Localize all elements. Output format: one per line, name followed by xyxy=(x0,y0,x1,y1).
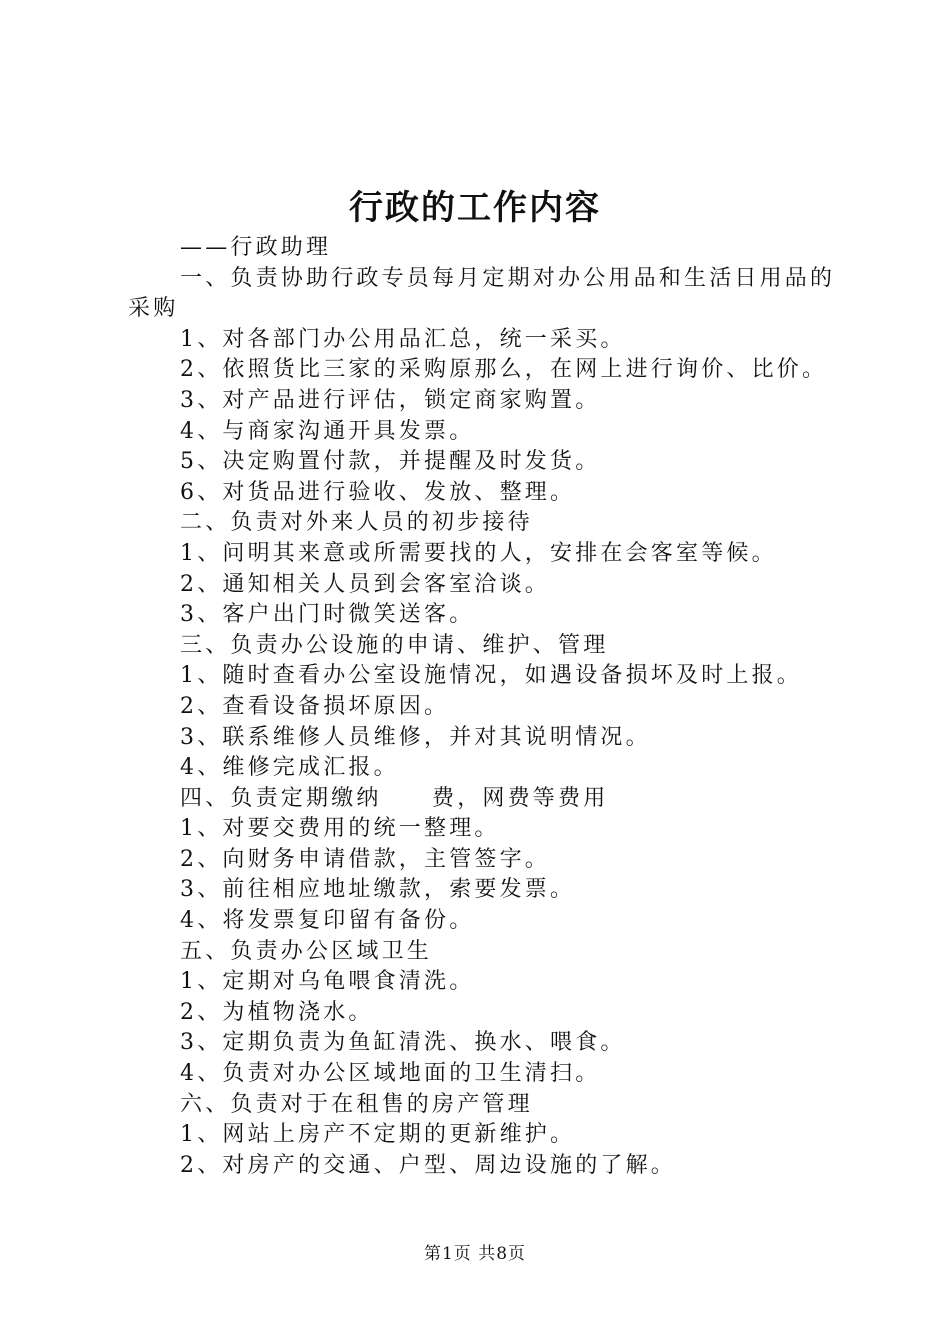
list-item: 1、对各部门办公用品汇总，统一采买。 xyxy=(180,326,626,352)
section-heading-1: 一、负责协助行政专员每月定期对办公用品和生活日用品的采购 xyxy=(128,265,836,322)
list-item: 1、对要交费用的统一整理。 xyxy=(180,816,500,842)
list-item: 4、维修完成汇报。 xyxy=(180,755,399,781)
list-item: 2、查看设备损坏原因。 xyxy=(180,693,450,719)
subtitle-line: ——行政助理 xyxy=(180,235,332,260)
list-item: 3、定期负责为鱼缸清洗、换水、喂食。 xyxy=(180,1030,626,1056)
list-item: 4、负责对办公区域地面的卫生清扫。 xyxy=(180,1061,601,1087)
list-item: 3、客户出门时微笑送客。 xyxy=(180,602,475,628)
list-item: 5、决定购置付款，并提醒及时发货。 xyxy=(180,449,601,475)
list-item: 3、联系维修人员维修，并对其说明情况。 xyxy=(180,724,651,750)
list-item: 6、对货品进行验收、发放、整理。 xyxy=(180,479,576,505)
document-body xyxy=(128,233,848,1181)
list-item: 2、依照货比三家的采购原那么，在网上进行询价、比价。 xyxy=(180,357,828,383)
list-item: 2、通知相关人员到会客室洽谈。 xyxy=(180,571,550,597)
list-item: 4、将发票复印留有备份。 xyxy=(180,908,475,934)
section-heading-5: 五、负责办公区域卫生 xyxy=(180,938,433,964)
list-item: 1、网站上房产不定期的更新维护。 xyxy=(180,1122,576,1148)
list-item: 1、随时查看办公室设施情况，如遇设备损坏及时上报。 xyxy=(180,663,802,689)
list-item: 1、问明其来意或所需要找的人，安排在会客室等候。 xyxy=(180,540,777,566)
list-item: 2、为植物浇水。 xyxy=(180,999,374,1025)
list-item: 2、对房产的交通、户型、周边设施的了解。 xyxy=(180,1152,676,1178)
section-heading-4: 四、负责定期缴纳 费，网费等费用 xyxy=(180,785,609,811)
list-item: 2、向财务申请借款，主管签字。 xyxy=(180,846,550,872)
list-item: 3、对产品进行评估，锁定商家购置。 xyxy=(180,387,601,413)
page-number-footer: 第1页 共8页 xyxy=(423,1244,527,1264)
document-title: 行政的工作内容 xyxy=(349,188,601,228)
section-heading-2: 二、负责对外来人员的初步接待 xyxy=(180,510,533,536)
list-item: 1、定期对乌龟喂食清洗。 xyxy=(180,969,475,995)
section-heading-6: 六、负责对于在租售的房产管理 xyxy=(180,1091,533,1117)
list-item: 3、前往相应地址缴款，索要发票。 xyxy=(180,877,576,903)
list-item: 4、与商家沟通开具发票。 xyxy=(180,418,475,444)
section-heading-3: 三、负责办公设施的申请、维护、管理 xyxy=(180,632,609,658)
